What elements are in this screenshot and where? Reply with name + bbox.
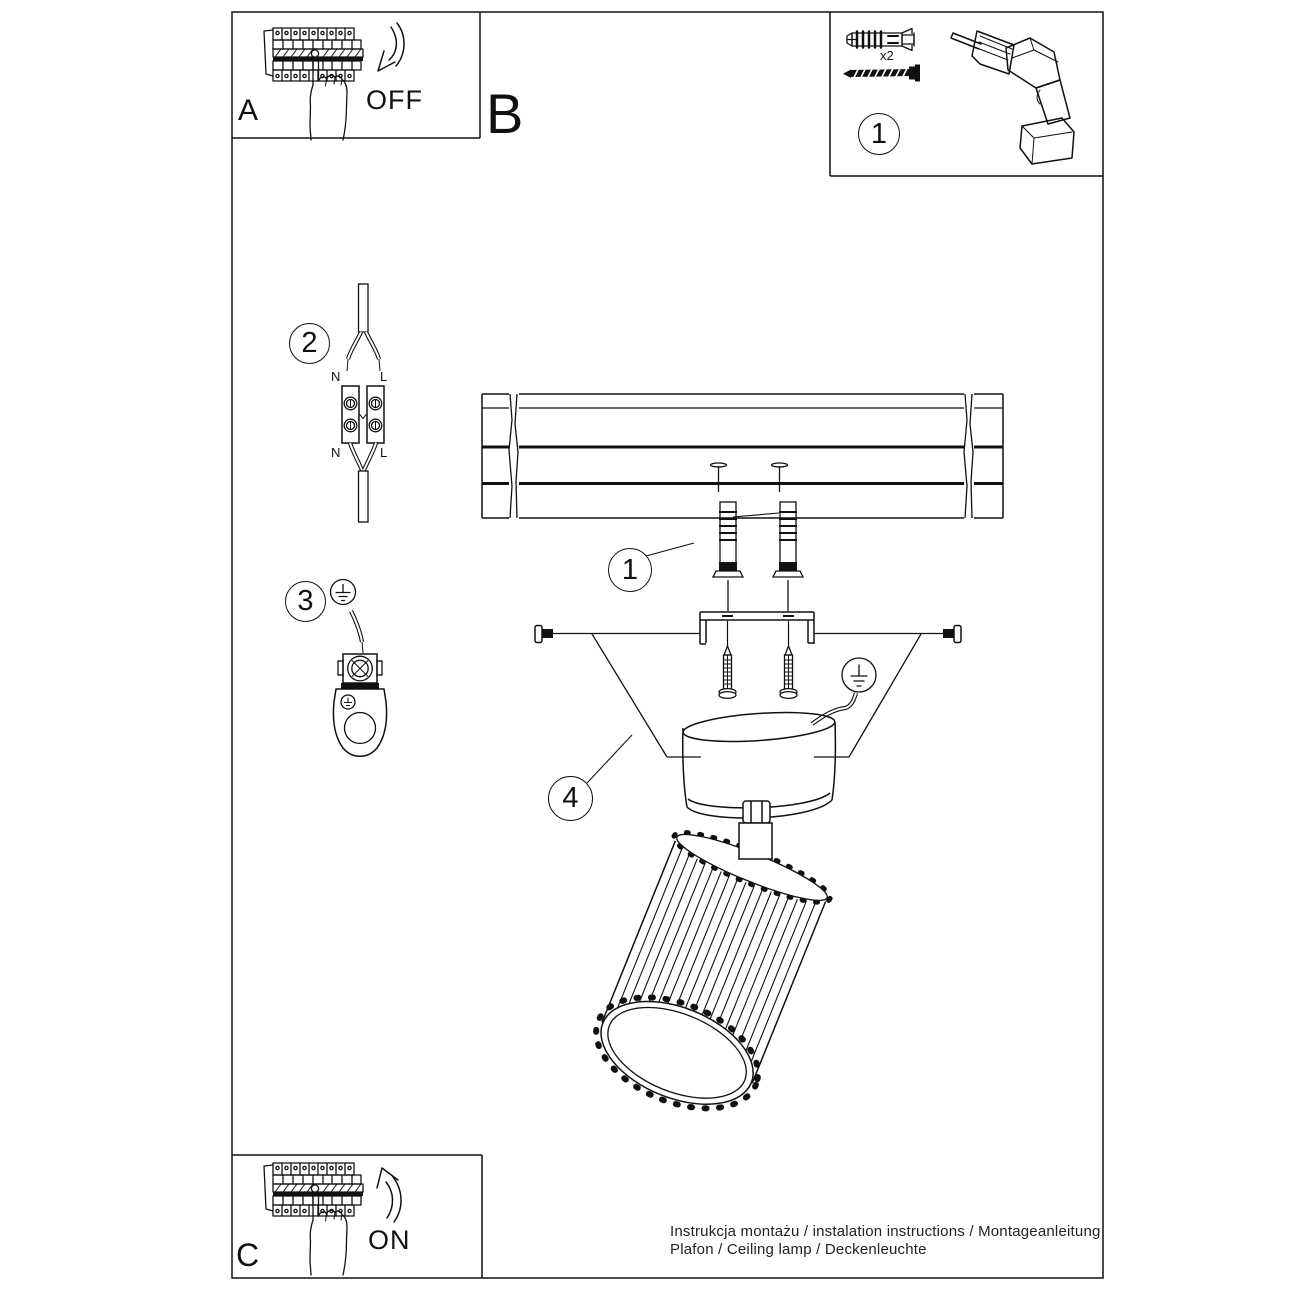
drill-hole-markers bbox=[711, 463, 788, 492]
step-3-badge bbox=[285, 581, 326, 622]
earth-terminal-icon bbox=[333, 611, 386, 756]
section-b-label: B bbox=[486, 82, 524, 145]
drill-icon bbox=[951, 31, 1074, 164]
arrow-up-icon bbox=[377, 1168, 401, 1222]
step-1-badge bbox=[608, 548, 652, 592]
arrow-down-icon bbox=[378, 23, 404, 71]
lampshade-icon bbox=[580, 821, 837, 1130]
parts-step-number: 1 bbox=[870, 117, 888, 150]
mounting-bracket-icon bbox=[700, 612, 814, 646]
step-2-number: 2 bbox=[301, 327, 318, 359]
wire-n-bottom-label: N bbox=[331, 445, 341, 460]
breaker-panel-on-icon bbox=[264, 1163, 363, 1275]
power-on-label: ON bbox=[368, 1225, 411, 1255]
power-off-label: OFF bbox=[366, 85, 423, 115]
wire-n-top-label: N bbox=[331, 369, 341, 384]
section-c-label: C bbox=[236, 1237, 260, 1273]
dowel-quantity-label: x2 bbox=[880, 48, 894, 63]
swivel-stem-icon bbox=[739, 801, 772, 859]
wire-l-top-label: L bbox=[380, 369, 388, 384]
ground-symbol-main-icon bbox=[812, 658, 876, 724]
breaker-panel-off-icon bbox=[264, 28, 363, 140]
footer-title-line: Instrukcja montażu / instalation instructions / Montageanleitung bbox=[670, 1223, 1101, 1240]
step-2-badge bbox=[289, 323, 330, 364]
step-4-badge bbox=[548, 776, 593, 821]
wire-l-bottom-label: L bbox=[380, 445, 388, 460]
mounting-screws-icon bbox=[719, 646, 797, 698]
step-1-number: 1 bbox=[621, 553, 639, 586]
side-screws-icon bbox=[535, 626, 961, 643]
footer-product-line: Plafon / Ceiling lamp / Deckenleuchte bbox=[670, 1241, 927, 1258]
ground-symbol-icon bbox=[331, 580, 356, 605]
section-a-label: A bbox=[238, 94, 259, 127]
canopy-guide-lines bbox=[592, 634, 921, 757]
step-4-number: 4 bbox=[562, 782, 579, 814]
parts-step-badge bbox=[858, 113, 900, 155]
screw-icon bbox=[843, 65, 920, 82]
step-3-number: 3 bbox=[297, 585, 314, 617]
ceiling-beam-icon bbox=[482, 392, 1003, 520]
terminal-block-wiring-icon bbox=[342, 284, 384, 522]
